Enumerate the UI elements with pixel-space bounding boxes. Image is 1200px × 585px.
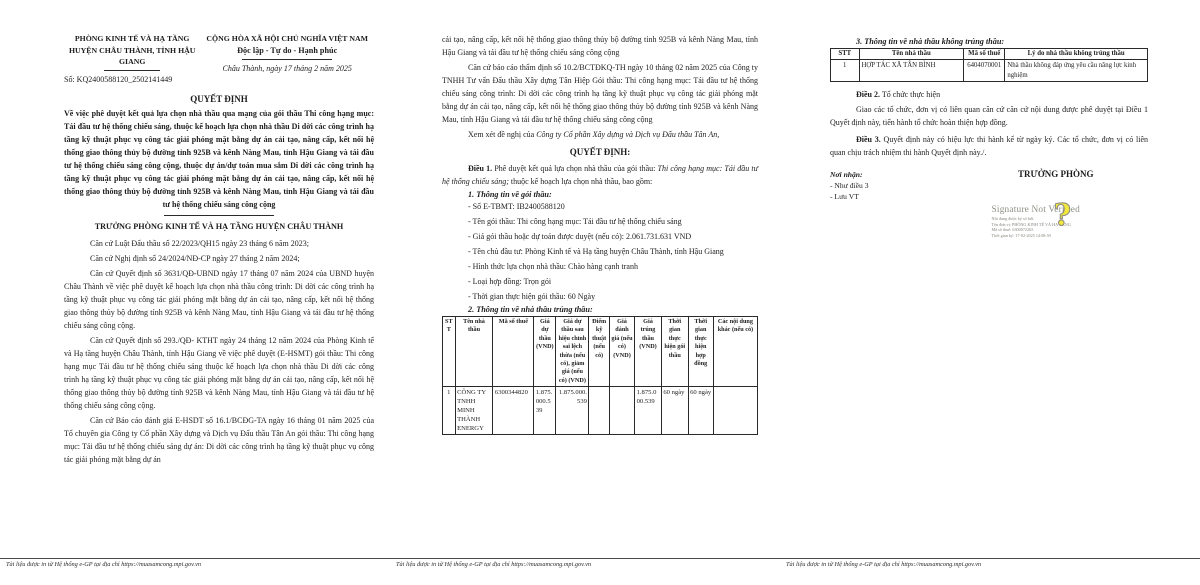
cell-other [713, 387, 757, 435]
signature-detail-line: Mã số thuế: 6300072265 [991, 227, 1034, 233]
document-number: Số: KQ2400588120_2502141449 [64, 74, 173, 84]
cell-tax-code: 6404070001 [964, 60, 1005, 82]
continuation-paragraph: cải tạo, nâng cấp, kết nối hệ thống giao thông thủy bộ đường tỉnh 925B và kênh Nàng Mau, tỉnh Hậu Giang và tái đầu tư hệ thống chiếu sáng công cộng [442, 35, 758, 57]
org-underline [104, 70, 160, 71]
package-item: - Tên chủ đầu tư: Phòng Kinh tế và Hạ tầng huyện Châu Thành, tỉnh Hậu Giang [468, 247, 724, 256]
article-1-text: Phê duyệt kết quả lựa chọn nhà thầu của gói thầu: [492, 164, 658, 173]
col-header-tax-code: Mã số thuế [493, 317, 534, 387]
signer-block [964, 169, 1148, 238]
page-2 [390, 0, 780, 585]
article-1-label: Điều 1. [468, 164, 493, 173]
document-title: QUYẾT ĐỊNH [190, 93, 248, 104]
signature-detail-line: Nội dung được ký số bởi: [991, 216, 1035, 222]
basis-decision-293: Căn cứ Quyết định số 293./QĐ- KTHT ngày 24 tháng 12 năm 2024 của Phòng Kinh tế và Hạ tầng huyện Châu Thành, tỉnh Hậu Giang về việc phê duyệt (E-HSMT) gói thầu: Thi công hạng mục Tái đầu tư hệ thống chiếu sáng thuộc kế hoạch lựa chọn nhà thầu Di dời các công trình hạ tầng kỹ thuật phục vụ công tác giải phóng mặt bằng dự án cải tạo, nâng cấp, kết nối hệ thống giao thông thủy bộ đường tỉnh 925B và kênh Nàng Mau, tỉnh Hậu Giang và tái đầu tư hệ thống chiếu sáng công cộng. [64, 335, 374, 410]
package-item: - Thời gian thực hiện gói thầu: 60 Ngày [468, 292, 596, 301]
col-header-stt: STT [443, 317, 456, 387]
cell-evaluated-price [609, 387, 634, 435]
issuing-org-block [64, 33, 200, 84]
page1-header [64, 33, 374, 84]
col-header-winning-price: Giá trúng thầu (VND) [635, 317, 662, 387]
page3-footer: Tài liệu được in từ Hệ thống e-GP tại địa chỉ https://muasamcong.mpi.gov.vn [780, 558, 1200, 585]
basis-evaluation-report: Căn cứ Báo cáo đánh giá E-HSDT số 16.1/BCĐG-TA ngày 16 tháng 01 năm 2025 của Tổ chuyên gia Công ty Cổ phần Xây dựng và Dịch vụ Đấu thầu Tân An gói thầu: Thi công hạng mục: Tái đầu tư hệ thống chiếu sáng dự án: Di dời các công trình hạ tầng kỹ thuật phục vụ công tác giải phóng mặt bằng dự án [64, 415, 374, 464]
issuing-org-name: PHÒNG KINH TẾ VÀ HẠ TẦNG HUYỆN CHÂU THÀNH, TỈNH HẬU GIANG [68, 34, 196, 66]
article-3-label: Điều 3. [856, 135, 881, 145]
col-header-adjusted-price: Giá dự thầu sau hiệu chỉnh sai lệch thừa (nếu có), giảm giá (nếu có) (VND) [556, 317, 589, 387]
article-2-title [830, 88, 1148, 101]
article-1 [442, 162, 758, 188]
consideration-company: Công ty Cổ phần Xây dựng và Dịch vụ Đấu thầu Tân An, [536, 130, 720, 139]
signature-row [830, 169, 1148, 238]
col-header-other: Các nội dung khác (nếu có) [713, 317, 757, 387]
col-header-stt: STT [831, 49, 860, 60]
section-1-heading: 1. Thông tin về gói thầu: [468, 190, 552, 199]
motto-underline [242, 59, 332, 60]
package-item: - Loại hợp đồng: Trọn gói [468, 277, 552, 286]
package-item: - Giá gói thầu hoặc dự toán được duyệt (nếu có): 2.061.731.631 VND [468, 232, 692, 241]
deciding-authority: TRƯỞNG PHÒNG KINH TẾ VÀ HẠ TẦNG HUYỆN CHÂU THÀNH [94, 221, 344, 231]
dateline: Châu Thành, ngày 17 tháng 2 năm 2025 [222, 63, 352, 73]
col-header-technical-score: Điểm kỹ thuật (nếu có) [589, 317, 609, 387]
winning-table-header-row [443, 317, 758, 387]
cell-stt: 1 [443, 387, 456, 435]
page1-footer: Tài liệu được in từ Hệ thống e-GP tại địa chỉ https://muasamcong.mpi.gov.vn [0, 558, 390, 585]
basis-decision-3631: Căn cứ Quyết định số 3631/QĐ-UBND ngày 17 tháng 07 năm 2024 của UBND huyện Châu Thành về việc phê duyệt kế hoạch lựa chọn nhà thầu công trình: Di dời các công trình hạ tầng kỹ thuật phục vụ công tác giải phóng mặt bằng dự án cải tạo, nâng cấp, kết nối hệ thống giao thông thủy bộ đường tỉnh 925B và kênh Nàng Mau, tỉnh Hậu Giang và tái đầu tư hệ thống chiếu sáng công cộng. [64, 268, 374, 330]
cell-winning-price: 1.875.000.539 [635, 387, 662, 435]
col-header-evaluated-price: Giá đánh giá (nếu có) (VND) [609, 317, 634, 387]
basis-appraisal-report: Căn cứ báo cáo thẩm định số 10.2/BCTĐKQ-TH ngày 10 tháng 02 năm 2025 của Công ty TNHH Tư vấn Đấu thầu Xây dựng Tân Hiệp Gói thầu: Thi công hạng mục: Tái đầu tư hệ thống chiếu sáng công trình: Di dời các công trình hạ tầng kỹ thuật phục vụ công tác giải phóng mặt bằng dự án cải tạo, nâng cấp, kết nối hệ thống giao thông thủy bộ đường tỉnh 925B và kênh Nàng Mau, tỉnh Hậu Giang và tái đầu tư hệ thống chiếu sáng công cộng [442, 63, 758, 124]
winning-bidder-table [442, 316, 758, 435]
col-header-reason: Lý do nhà thầu không trúng thầu [1005, 49, 1148, 60]
cell-package-duration: 60 ngày [661, 387, 688, 435]
recipient-item: - Lưu VT [830, 192, 859, 202]
article-1-tail: thuộc kế hoạch lựa chọn nhà thầu, bao gồm: [508, 177, 653, 186]
col-header-contract-duration: Thời gian thực hiện hợp đồng [688, 317, 713, 387]
section-2-heading: 2. Thông tin về nhà thầu trúng thầu: [468, 305, 593, 314]
col-header-contractor: Tên nhà thầu [455, 317, 493, 387]
table-row [443, 387, 758, 435]
article-3-body-text: Quyết định này có hiệu lực thi hành kể từ ngày ký. Các tổ chức, đơn vị có liên quan chịu trách nhiệm thi hành Quyết định này./. [830, 135, 1149, 158]
col-header-contractor: Tên nhà thầu [859, 49, 964, 60]
national-header-block [200, 33, 374, 84]
signature-detail-line: Tên đơn vị: PHÒNG KINH TẾ VÀ HẠ TẦNG [991, 221, 1071, 227]
col-header-bid-price: Giá dự thầu (VND) [534, 317, 556, 387]
section-3-heading: 3. Thông tin về nhà thầu không trúng thầu: [856, 37, 1005, 46]
package-item: - Hình thức lựa chọn nhà thầu: Chào hàng cạnh tranh [468, 262, 638, 271]
signer-title: TRƯỞNG PHÒNG [1018, 169, 1094, 180]
basis-law: Căn cứ Luật Đấu thầu số 22/2023/QH15 ngày 23 tháng 6 năm 2023; [90, 238, 309, 248]
cell-contract-duration: 60 ngày [688, 387, 713, 435]
signature-status-text: Signature Not Verified [991, 205, 1080, 216]
signature-detail-lines [992, 216, 1152, 238]
cell-bid-price: 1.875.000.539 [534, 387, 556, 435]
article-2-body: Giao các tổ chức, đơn vị có liên quan căn cứ căn cứ nội dung được phê duyệt tại Điều 1 Quyết định này, tiến hành tổ chức hoàn thiện hợp đồng. [830, 105, 1148, 128]
document-subtitle: Về việc phê duyệt kết quả lựa chọn nhà thầu qua mạng của gói thầu Thi công hạng mục: Tái đầu tư hệ thống chiếu sáng, thuộc kế hoạch lựa chọn nhà thầu Di dời các công trình hạ tầng kỹ thuật phục vụ công tác giải phóng mặt bằng dự án cải tạo, nâng cấp, kết nối hệ thống giao thông thủy bộ đường tỉnh 925B và kênh Nàng Mau, tỉnh Hậu Giang và tái đầu tư hệ thống chiếu sáng công cộng, thuộc dự án/dự toán mua sắm Di dời các công trình hạ tầng kỹ thuật phục vụ công tác giải phóng mặt bằng dự án cải tạo, nâng cấp, kết nối hệ thống giao thông thủy bộ đường tỉnh 925B và kênh Nàng Mau, tỉnh Hậu Giang và tái đầu tư hệ thống chiếu sáng công cộng [64, 108, 374, 209]
col-header-tax-code: Mã số thuế [964, 49, 1005, 60]
cell-reason: Nhà thầu không đáp ứng yêu cầu năng lực kinh nghiệm [1005, 60, 1148, 82]
package-item: - Số E-TBMT: IB2400588120 [468, 202, 565, 211]
national-motto-line2: Độc lập - Tự do - Hạnh phúc [237, 45, 338, 55]
basis-decree: Căn cứ Nghị định số 24/2024/NĐ-CP ngày 27 tháng 2 năm 2024; [90, 253, 300, 263]
national-motto-line1: CỘNG HÒA XÃ HỘI CHỦ NGHĨA VIỆT NAM [206, 34, 368, 43]
page-1 [0, 0, 390, 585]
signature-detail-line: Thời gian ký: 17-02-2025 14:08:59 [991, 232, 1051, 238]
digital-signature-stamp [991, 198, 1152, 238]
col-header-package-duration: Thời gian thực hiện gói thầu [661, 317, 688, 387]
cell-adjusted-price: 1.875.000.539 [556, 387, 589, 435]
package-item: - Tên gói thầu: Thi công hạng mục: Tái đầu tư hệ thống chiếu sáng [468, 217, 682, 226]
decision-heading: QUYẾT ĐỊNH: [569, 147, 631, 157]
non-winning-bidder-table [830, 48, 1148, 82]
page2-footer: Tài liệu được in từ Hệ thống e-GP tại địa chỉ https://muasamcong.mpi.gov.vn [390, 558, 780, 585]
recipient-item: - Như điều 3 [830, 181, 869, 191]
table-row [831, 60, 1148, 82]
cell-technical-score [589, 387, 609, 435]
article-3 [830, 133, 1148, 159]
article-2-title-text: Tổ chức thực hiện [880, 90, 941, 100]
cell-contractor: CÔNG TY TNHH MINH THÀNH ENERGY [455, 387, 493, 435]
article-2-label: Điều 2. [856, 90, 880, 100]
subtitle-underline [164, 215, 274, 216]
consideration-paragraph [442, 128, 758, 141]
page-3 [780, 0, 1200, 585]
cell-contractor: HỢP TÁC XÃ TÂN BÌNH [859, 60, 964, 82]
article-1-package: Thi công hạng mục: Tái đầu tư hệ thống chiếu sáng; [442, 164, 759, 186]
recipients-label: Nơi nhận: [830, 170, 863, 180]
cell-stt: 1 [831, 60, 860, 82]
recipients-block [830, 169, 964, 238]
cell-tax-code: 6300344820 [493, 387, 534, 435]
consideration-prefix: Xem xét đề nghị của [468, 130, 537, 139]
losing-table-header-row [831, 49, 1148, 60]
signature-question-mark-icon: ? [1053, 198, 1072, 234]
